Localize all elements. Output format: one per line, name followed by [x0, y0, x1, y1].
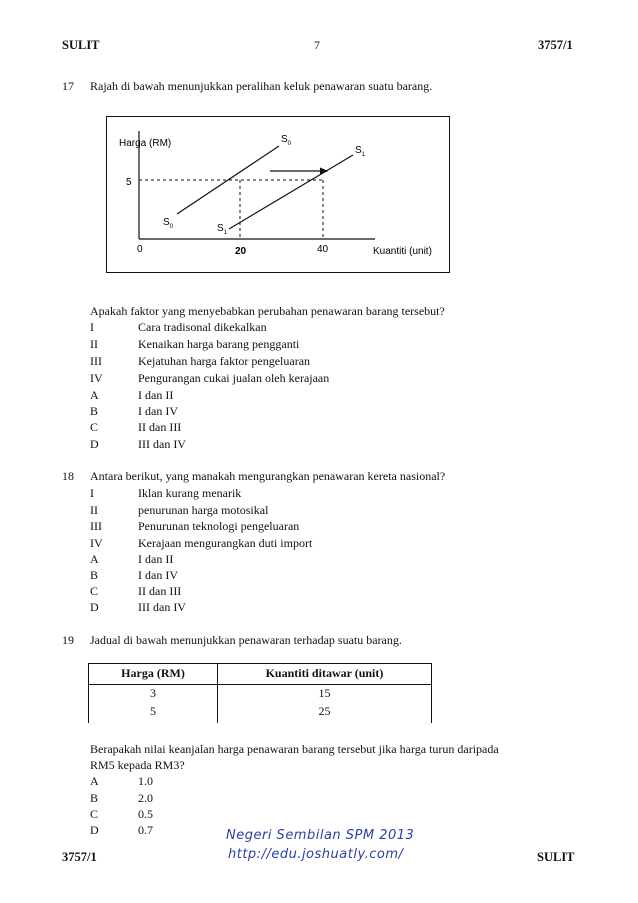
q19-answer-key: C: [90, 807, 99, 821]
x-tick-40: 40: [317, 244, 329, 255]
q18-answer-text: III dan IV: [138, 600, 186, 614]
q17-supply-shift-figure: [106, 116, 450, 273]
q18-option-text: penurunan harga motosikal: [138, 503, 269, 517]
table-row: [89, 703, 432, 723]
header-left: SULIT: [62, 38, 100, 52]
q18-number: 18: [62, 469, 74, 483]
q19-question-line2: RM5 kepada RM3?: [90, 758, 185, 772]
s0-bottom-label: $S_0$: [163, 217, 174, 230]
q19-answer-text: 0.5: [138, 807, 153, 821]
table-cell: 3: [89, 685, 218, 704]
page-number: 7: [314, 38, 320, 52]
q18-option-key: IV: [90, 536, 103, 550]
y-tick-5: 5: [126, 177, 132, 188]
s0-top-label: $S_0$: [281, 134, 292, 147]
q19-text: Jadual di bawah menunjukkan penawaran terhadap suatu barang.: [90, 633, 402, 647]
q19-supply-table: [88, 663, 432, 723]
table-cell: 15: [218, 685, 432, 704]
table-cell: 25: [218, 703, 432, 723]
q18-answer-text: II dan III: [138, 584, 182, 598]
footer-left: 3757/1: [62, 850, 97, 864]
s1-top-label: $S_1$: [355, 145, 366, 158]
y-axis-label: Harga (RM): [119, 138, 172, 149]
q19-question-line1: Berapakah nilai keanjalan harga penawaran barang tersebut jika harga turun daripada: [90, 742, 499, 756]
table-header-price: Harga (RM): [89, 664, 218, 685]
q17-answer-key: C: [90, 420, 99, 434]
footer-right: SULIT: [537, 850, 575, 864]
q17-option-key: II: [90, 337, 98, 351]
q19-number: 19: [62, 633, 74, 647]
x-axis-label: Kuantiti (unit): [373, 246, 432, 257]
q17-option-text: Cara tradisonal dikekalkan: [138, 320, 267, 334]
supply-curve-s0: [177, 146, 279, 214]
q18-answer-key: C: [90, 584, 99, 598]
q19-answer-text: 1.0: [138, 774, 153, 788]
q18-option-text: Iklan kurang menarik: [138, 486, 242, 500]
q19-answer-key: B: [90, 791, 99, 805]
table-row: [89, 685, 432, 704]
q17-text: Rajah di bawah menunjukkan peralihan keluk penawaran suatu barang.: [90, 79, 433, 93]
q17-option-text: Kenaikan harga barang pengganti: [138, 337, 300, 351]
q17-answer-key: D: [90, 437, 99, 451]
q18-option-key: III: [90, 519, 102, 533]
q17-answer-key: B: [90, 404, 99, 418]
x-tick-20: 20: [235, 246, 247, 257]
supply-shift-diagram: [107, 117, 449, 272]
q17-answer-text: I dan II: [138, 388, 174, 402]
watermark-url: http://edu.joshuatly.com/: [228, 847, 404, 862]
q17-option-text: Pengurangan cukai jualan oleh kerajaan: [138, 371, 330, 385]
q17-option-key: IV: [90, 371, 103, 385]
q18-option-text: Kerajaan mengurangkan duti import: [138, 536, 313, 550]
q17-question: Apakah faktor yang menyebabkan perubahan penawaran barang tersebut?: [90, 304, 445, 318]
q17-option-text: Kejatuhan harga faktor pengeluaran: [138, 354, 311, 368]
q18-answer-key: B: [90, 568, 99, 582]
q17-answer-text: III dan IV: [138, 437, 186, 451]
watermark-title: Negeri Sembilan SPM 2013: [226, 828, 415, 843]
table-header-quantity: Kuantiti ditawar (unit): [218, 664, 432, 685]
q18-option-key: I: [90, 486, 94, 500]
q18-answer-text: I dan II: [138, 552, 174, 566]
q17-option-key: III: [90, 354, 102, 368]
q18-answer-key: D: [90, 600, 99, 614]
q18-option-text: Penurunan teknologi pengeluaran: [138, 519, 300, 533]
q19-answer-text: 0.7: [138, 823, 153, 837]
header-right: 3757/1: [538, 38, 573, 52]
q19-answer-key: A: [90, 774, 99, 788]
q17-answer-key: A: [90, 388, 99, 402]
q18-option-key: II: [90, 503, 98, 517]
origin-label: 0: [137, 244, 143, 255]
q18-answer-key: A: [90, 552, 99, 566]
supply-curve-s1: [229, 155, 353, 229]
q17-option-key: I: [90, 320, 94, 334]
q18-answer-text: I dan IV: [138, 568, 178, 582]
q17-answer-text: I dan IV: [138, 404, 178, 418]
s1-bottom-label: $S_1$: [217, 223, 228, 236]
q18-text: Antara berikut, yang manakah mengurangkan penawaran kereta nasional?: [90, 469, 446, 483]
q19-answer-key: D: [90, 823, 99, 837]
q17-number: 17: [62, 79, 74, 93]
q17-answer-text: II dan III: [138, 420, 182, 434]
table-header-row: [89, 664, 432, 685]
table-cell: 5: [89, 703, 218, 723]
q19-answer-text: 2.0: [138, 791, 153, 805]
